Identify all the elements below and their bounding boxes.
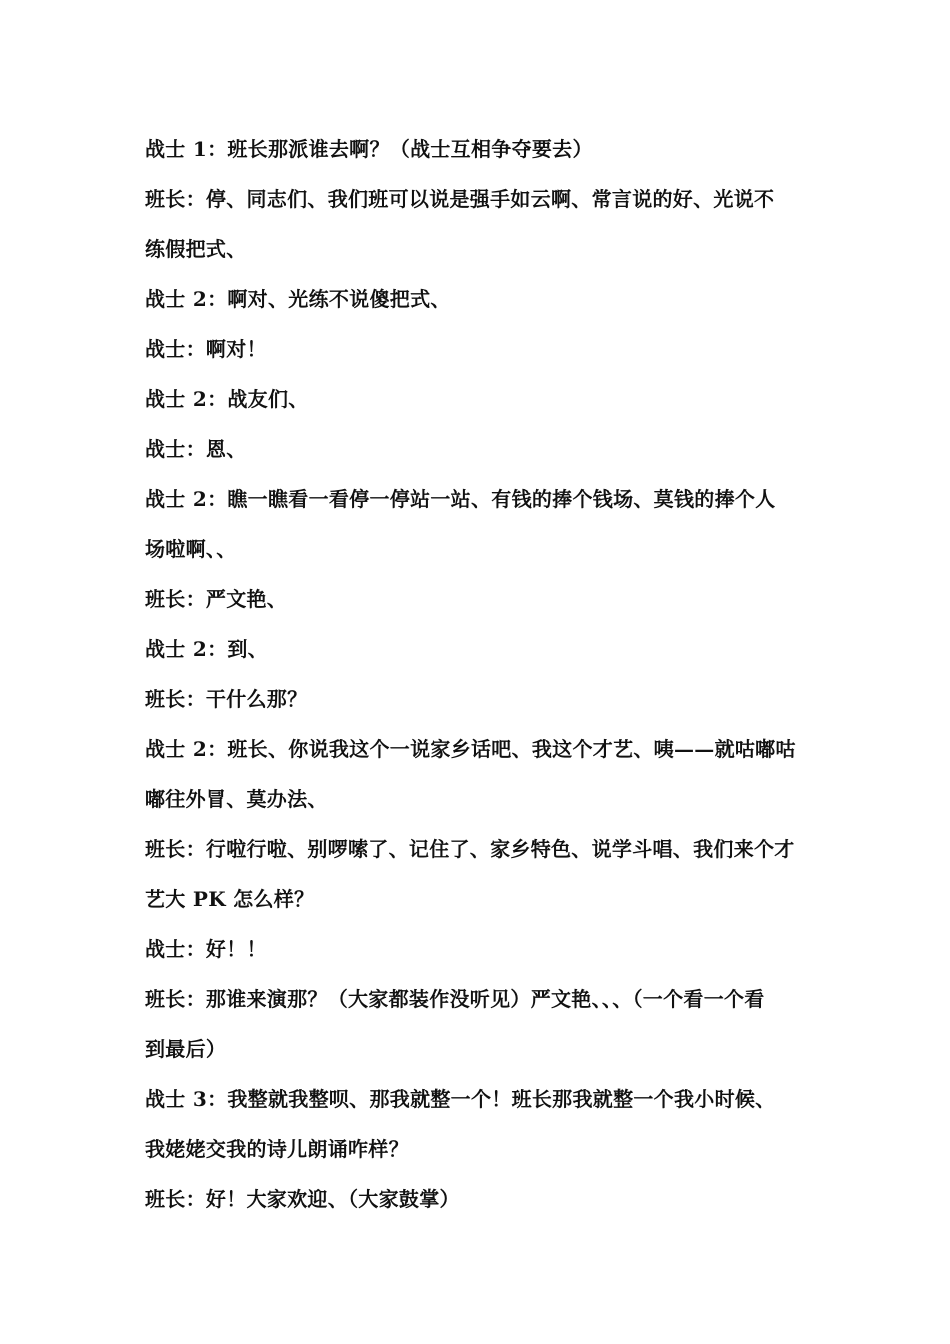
dialogue-line: 班长：那谁来演那？（大家都装作没听见）严文艳、、、（一个看一个看 bbox=[145, 987, 765, 1011]
dialogue-line: 班长：干什么那？ bbox=[145, 687, 308, 711]
dialogue-line: 战士 2：啊对、光练不说傻把式、 bbox=[145, 287, 451, 311]
dialogue-line: 班长：停、同志们、我们班可以说是强手如云啊、常言说的好、光说不 bbox=[145, 187, 775, 211]
dialogue-line: 班长：严文艳、 bbox=[145, 587, 288, 611]
dialogue-line: 到最后） bbox=[145, 1037, 227, 1061]
dialogue-line: 战士 1：班长那派谁去啊？（战士互相争夺要去） bbox=[145, 137, 593, 161]
dialogue-line: 班长：好！大家欢迎、（大家鼓掌） bbox=[145, 1187, 460, 1211]
dialogue-line: 我姥姥交我的诗儿朗诵咋样？ bbox=[145, 1137, 409, 1161]
dialogue-line: 战士 2：到、 bbox=[145, 637, 268, 661]
dialogue-line: 战士 2：瞧一瞧看一看停一停站一站、有钱的捧个钱场、莫钱的捧个人 bbox=[145, 487, 776, 511]
dialogue-line: 嘟往外冒、莫办法、 bbox=[145, 787, 328, 811]
dialogue-line: 艺大 PK 怎么样？ bbox=[145, 887, 315, 911]
dialogue-line: 战士 2：战友们、 bbox=[145, 387, 309, 411]
dialogue-line: 战士：啊对！ bbox=[145, 337, 267, 361]
dialogue-line: 战士 3：我整就我整呗、那我就整一个！班长那我就整一个我小时候、 bbox=[145, 1087, 776, 1111]
dialogue-line: 班长：行啦行啦、别啰嗦了、记住了、家乡特色、说学斗唱、我们来个才 bbox=[145, 837, 795, 861]
dialogue-line: 练假把式、 bbox=[145, 237, 247, 261]
dialogue-line: 场啦啊、、 bbox=[145, 537, 237, 561]
dialogue-line: 战士 2：班长、你说我这个一说家乡话吧、我这个才艺、咦——就咕嘟咕 bbox=[145, 737, 796, 761]
dialogue-line: 战士：恩、 bbox=[145, 437, 247, 461]
dialogue-line: 战士：好！！ bbox=[145, 937, 267, 961]
